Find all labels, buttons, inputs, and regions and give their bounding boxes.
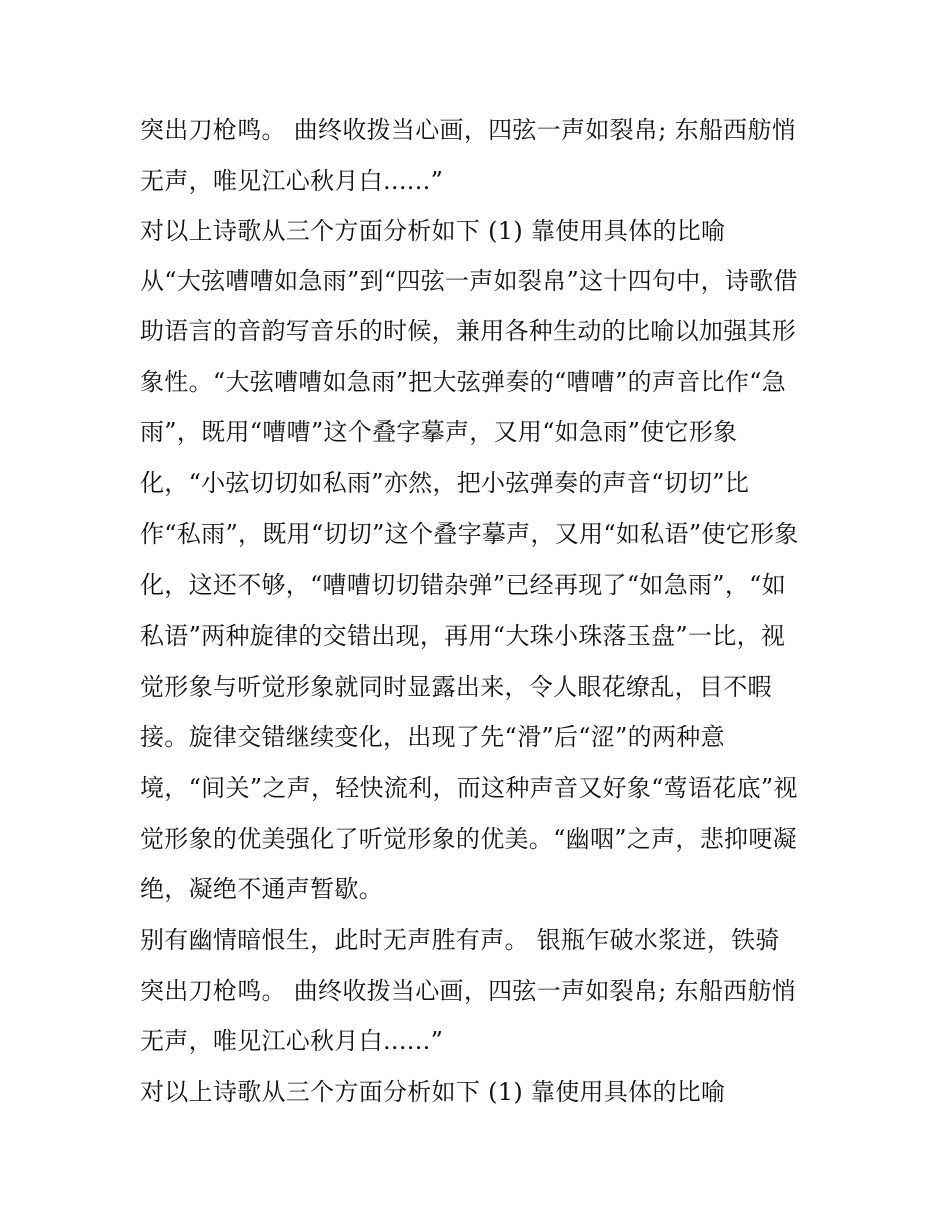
text-line: 化，“小弦切切如私雨”亦然，把小弦弹奏的声音“切切”比 xyxy=(140,469,750,497)
text-line: 助语言的音韵写音乐的时候，兼用各种生动的比喻以加强其形 xyxy=(140,317,797,345)
text-line: 接。旋律交错继续变化，出现了先“滑”后“涩”的两种意 xyxy=(140,723,725,751)
text-line: 无声，唯见江心秋月白......” xyxy=(140,167,444,195)
text-line: 私语”两种旋律的交错出现，再用“大珠小珠落玉盘”一比，视 xyxy=(140,622,786,650)
text-line: 雨”，既用“嘈嘈”这个叠字摹声，又用“如急雨”使它形象 xyxy=(140,418,738,446)
text-line: 化，这还不够，“嘈嘈切切错杂弹”已经再现了“如急雨”，“如 xyxy=(140,571,787,599)
text-line: 从“大弦嘈嘈如急雨”到“四弦一声如裂帛”这十四句中，诗歌借 xyxy=(140,267,798,295)
text-line: 对以上诗歌从三个方面分析如下 (1) 靠使用具体的比喻 xyxy=(140,1078,726,1106)
text-line: 绝，凝绝不通声暂歇。 xyxy=(140,875,383,903)
text-line: 象性。“大弦嘈嘈如急雨”把大弦弹奏的“嘈嘈”的声音比作“急 xyxy=(140,368,787,396)
text-line: 觉形象与听觉形象就同时显露出来，令人眼花缭乱，目不暇 xyxy=(140,673,772,701)
text-line: 突出刀枪鸣。 曲终收拨当心画，四弦一声如裂帛; 东船西舫悄 xyxy=(140,116,797,144)
text-line: 无声，唯见江心秋月白......” xyxy=(140,1027,444,1055)
text-line: 别有幽情暗恨生，此时无声胜有声。 银瓶乍破水浆迸，铁骑 xyxy=(140,926,780,954)
text-line: 作“私雨”，既用“切切”这个叠字摹声，又用“如私语”使它形象 xyxy=(140,520,799,548)
text-line: 觉形象的优美强化了听觉形象的优美。“幽咽”之声，悲抑哽凝 xyxy=(140,825,797,853)
text-line: 对以上诗歌从三个方面分析如下 (1) 靠使用具体的比喻 xyxy=(140,217,726,245)
text-line: 境，“间关”之声，轻快流利，而这种声音又好象“莺语花底”视 xyxy=(140,774,798,802)
text-line: 突出刀枪鸣。 曲终收拨当心画，四弦一声如裂帛; 东船西舫悄 xyxy=(140,977,797,1005)
